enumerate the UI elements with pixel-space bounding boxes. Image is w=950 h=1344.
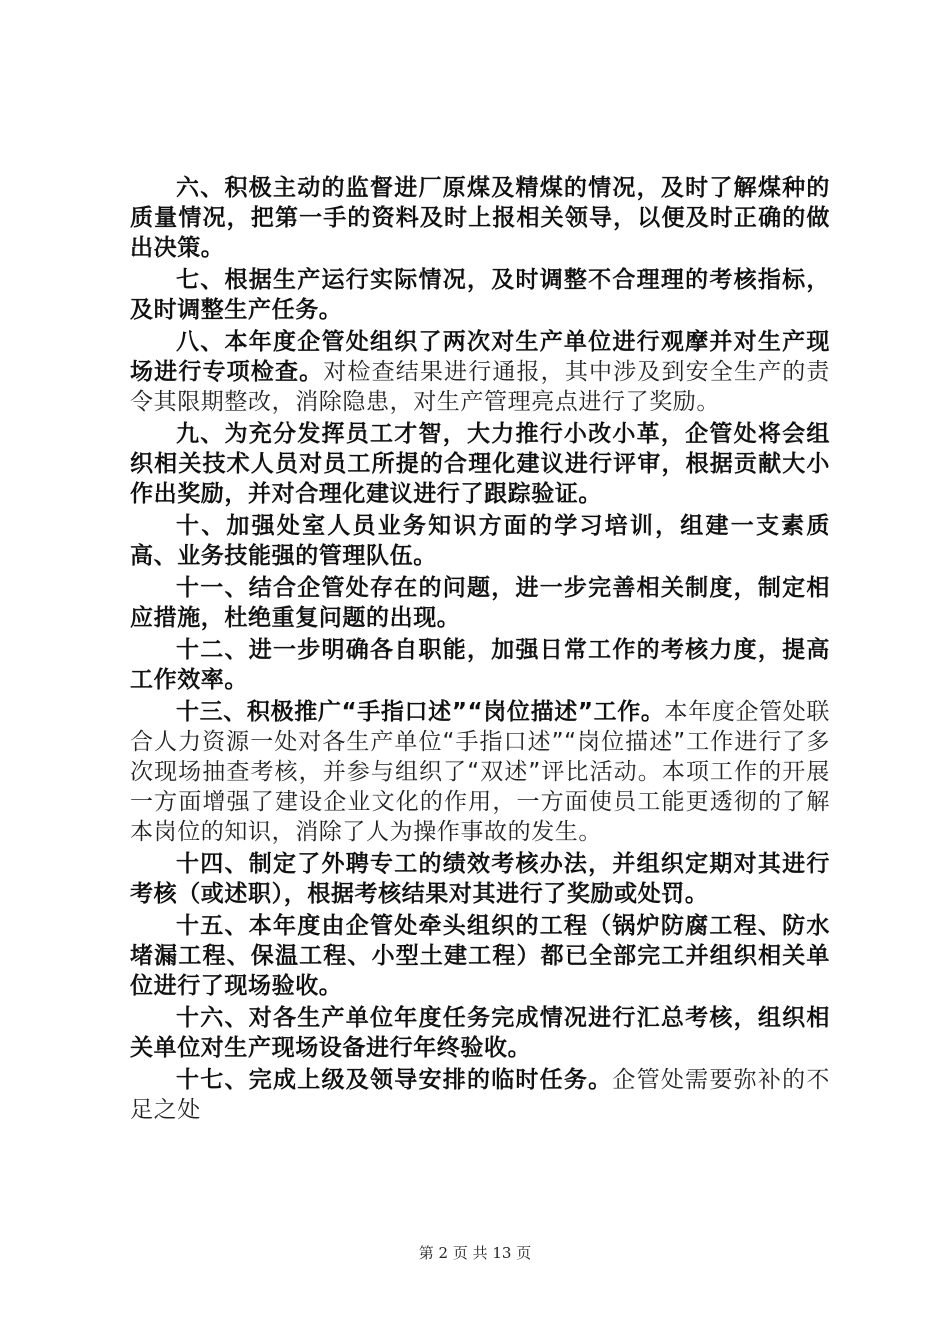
paragraph-text: 七、根据生产运行实际情况，及时调整不合理理的考核指标，及时调整生产任务。	[130, 267, 830, 323]
paragraph-8	[130, 327, 830, 417]
paragraph-10	[130, 511, 830, 571]
paragraph-17	[130, 1065, 830, 1125]
paragraph-continuation: 本年度企管处联合人力资源一处对各生产单位“手指口述”“岗位描述”工作进行了多次现场抽查考核，并参与组织了“双述”评比活动。本项工作的开展一方面增强了建设企业文化的作用，一方面使员工能更透彻的了解本岗位的知识，消除了人为操作事故的发生。	[130, 699, 830, 845]
paragraph-text: 十二、进一步明确各自职能，加强日常工作的考核力度，提高工作效率。	[130, 637, 830, 693]
paragraph-text: 十五、本年度由企管处牵头组织的工程（锅炉防腐工程、防水堵漏工程、保温工程、小型土建工程）都已全部完工并组织相关单位进行了现场验收。	[130, 913, 830, 999]
paragraph-text: 十三、积极推广“手指口述”“岗位描述”工作。	[176, 699, 665, 725]
paragraph-6	[130, 173, 830, 263]
paragraph-continuation: 企管处需要弥补的不足之处	[130, 1067, 830, 1123]
paragraph-text: 十六、对各生产单位年度任务完成情况进行汇总考核，组织相关单位对生产现场设备进行年终验收。	[130, 1005, 830, 1061]
paragraph-12	[130, 635, 830, 695]
paragraph-7	[130, 265, 830, 325]
paragraph-13	[130, 697, 830, 847]
document-body	[130, 173, 830, 1127]
paragraph-16	[130, 1003, 830, 1063]
paragraph-continuation: 对检查结果进行通报，其中涉及到安全生产的责令其限期整改，消除隐患，对生产管理亮点进行了奖励。	[130, 359, 830, 415]
paragraph-text: 十一、结合企管处存在的问题，进一步完善相关制度，制定相应措施，杜绝重复问题的出现。	[130, 575, 830, 631]
paragraph-14	[130, 849, 830, 909]
paragraph-text: 十四、制定了外聘专工的绩效考核办法，并组织定期对其进行考核（或述职），根据考核结果对其进行了奖励或处罚。	[130, 851, 830, 907]
paragraph-text: 六、积极主动的监督进厂原煤及精煤的情况，及时了解煤种的质量情况，把第一手的资料及时上报相关领导，以便及时正确的做出决策。	[130, 175, 830, 261]
paragraph-15	[130, 911, 830, 1001]
paragraph-text: 八、本年度企管处组织了两次对生产单位进行观摩并对生产现场进行专项检查。	[130, 329, 830, 385]
paragraph-11	[130, 573, 830, 633]
paragraph-text: 十七、完成上级及领导安排的临时任务。	[176, 1067, 613, 1093]
paragraph-text: 九、为充分发挥员工才智，大力推行小改小革，企管处将会组织相关技术人员对员工所提的合理化建议进行评审，根据贡献大小作出奖励，并对合理化建议进行了跟踪验证。	[130, 421, 830, 507]
paragraph-9	[130, 419, 830, 509]
paragraph-text: 十、加强处室人员业务知识方面的学习培训，组建一支素质高、业务技能强的管理队伍。	[130, 513, 830, 569]
page-number-footer: 第 2 页 共 13 页	[418, 1244, 532, 1262]
